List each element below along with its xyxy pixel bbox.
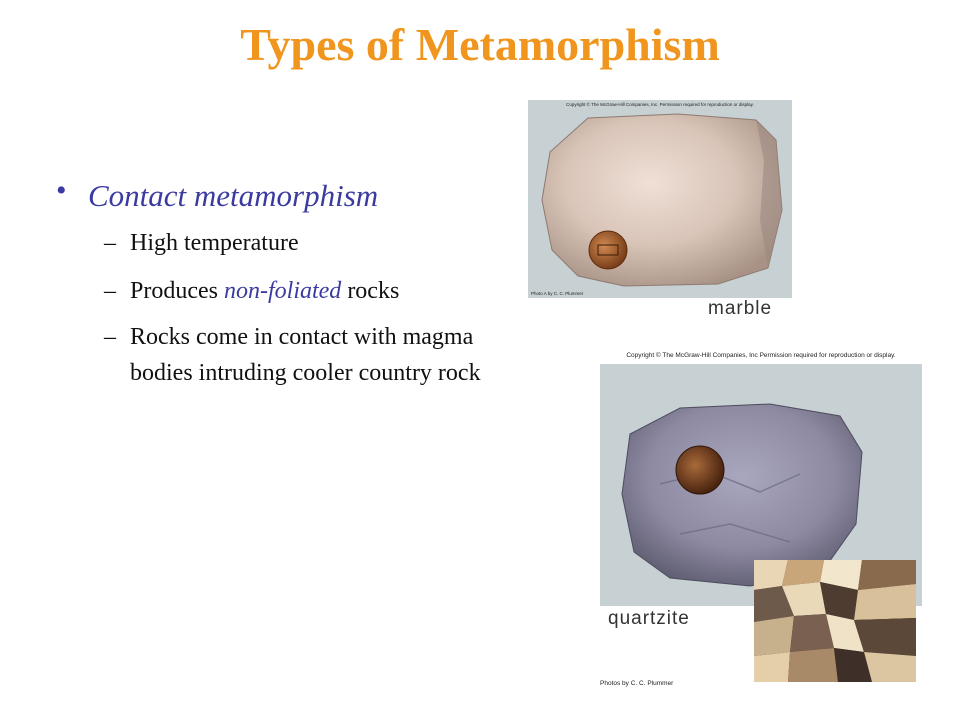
sub-point-text-after: rocks (341, 278, 400, 304)
sub-point-magma-contact (104, 324, 473, 351)
dash-marker: – (104, 324, 116, 350)
marble-rock-illustration (528, 100, 792, 298)
sub-point-emphasis: non-foliated (223, 278, 342, 304)
marble-copyright: Copyright © The McGraw-Hill Companies, Inc. Permission required for reproduction or display. (566, 102, 754, 107)
quartzite-credit: Photos by C. C. Plummer (600, 680, 674, 687)
marble-photo (528, 100, 792, 298)
bullet-marker: • (56, 174, 67, 207)
dash-marker: – (104, 278, 116, 304)
thin-section-grains-illustration (754, 560, 916, 682)
sub-point-text: High temperature (130, 230, 299, 256)
sub-point-non-foliated (104, 278, 399, 305)
marble-credit: Photo A by C. C. Plummer (531, 291, 584, 296)
sub-point-text-before: Produces (130, 278, 224, 304)
dash-marker: – (104, 230, 116, 256)
quartzite-copyright: Copyright © The McGraw-Hill Companies, Inc Permission required for reproduction or display. (626, 352, 896, 359)
quartzite-caption: quartzite (608, 608, 690, 629)
sub-point-high-temperature (104, 230, 299, 257)
slide-title: Types of Metamorphism (240, 19, 720, 70)
bullet-heading: Contact metamorphism (88, 178, 379, 213)
quartzite-thin-section-photo (754, 560, 916, 682)
sub-point-text-line2: bodies intruding cooler country rock (130, 360, 481, 386)
marble-caption: marble (708, 298, 773, 319)
sub-point-text-line1: Rocks come in contact with magma (130, 324, 474, 350)
